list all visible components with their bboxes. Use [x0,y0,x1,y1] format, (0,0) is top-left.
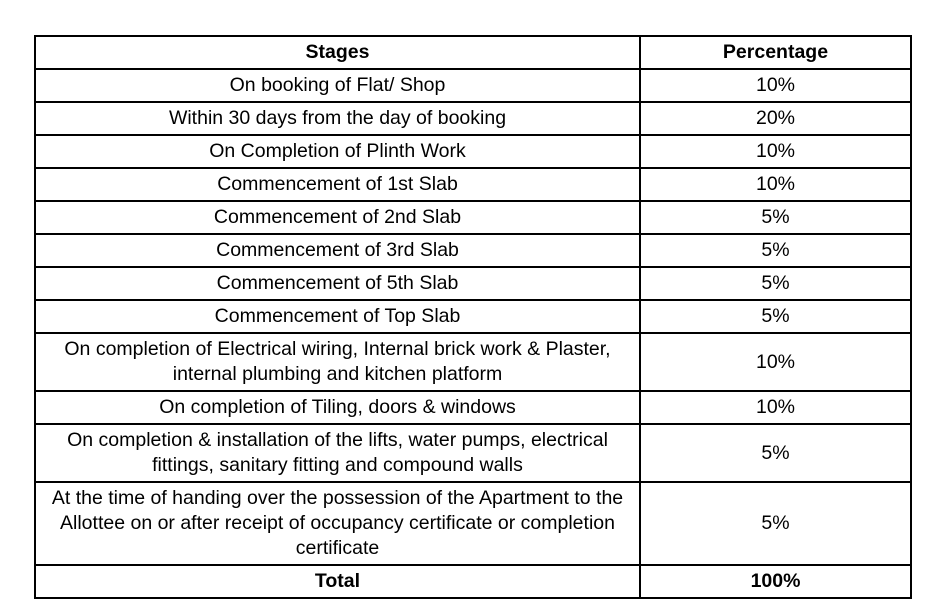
table-row [35,391,911,424]
percentage-cell: 5% [640,234,911,267]
stage-cell: Commencement of 3rd Slab [35,234,640,267]
header-row [35,36,911,69]
percentage-cell: 10% [640,391,911,424]
table-row [35,135,911,168]
percentage-cell: 20% [640,102,911,135]
table-row [35,234,911,267]
percentage-cell: 10% [640,69,911,102]
stage-cell: Commencement of Top Slab [35,300,640,333]
stage-cell: Commencement of 2nd Slab [35,201,640,234]
table-row [35,267,911,300]
stages-header: Stages [35,36,640,69]
table-row [35,482,911,565]
percentage-cell: 5% [640,267,911,300]
stage-cell: Within 30 days from the day of booking [35,102,640,135]
percentage-cell: 10% [640,168,911,201]
percentage-cell: 5% [640,300,911,333]
table-row [35,300,911,333]
table-row [35,69,911,102]
stage-cell: On completion of Electrical wiring, Internal brick work & Plaster, internal plumbing and kitchen platform [35,333,640,391]
total-row [35,565,911,598]
percentage-cell: 10% [640,333,911,391]
table-row [35,424,911,482]
stage-cell: At the time of handing over the possession of the Apartment to the Allottee on or after receipt of occupancy certificate or completion certificate [35,482,640,565]
stage-cell: On completion of Tiling, doors & windows [35,391,640,424]
payment-schedule-table [34,35,912,599]
percentage-cell: 5% [640,482,911,565]
percentage-header: Percentage [640,36,911,69]
table-row [35,102,911,135]
total-label: Total [35,565,640,598]
table-row [35,333,911,391]
table-row [35,168,911,201]
stage-cell: Commencement of 1st Slab [35,168,640,201]
stage-cell: On booking of Flat/ Shop [35,69,640,102]
stage-cell: On completion & installation of the lifts, water pumps, electrical fittings, sanitary fitting and compound walls [35,424,640,482]
percentage-cell: 5% [640,201,911,234]
total-percentage: 100% [640,565,911,598]
percentage-cell: 5% [640,424,911,482]
table-row [35,201,911,234]
stage-cell: Commencement of 5th Slab [35,267,640,300]
percentage-cell: 10% [640,135,911,168]
stage-cell: On Completion of Plinth Work [35,135,640,168]
